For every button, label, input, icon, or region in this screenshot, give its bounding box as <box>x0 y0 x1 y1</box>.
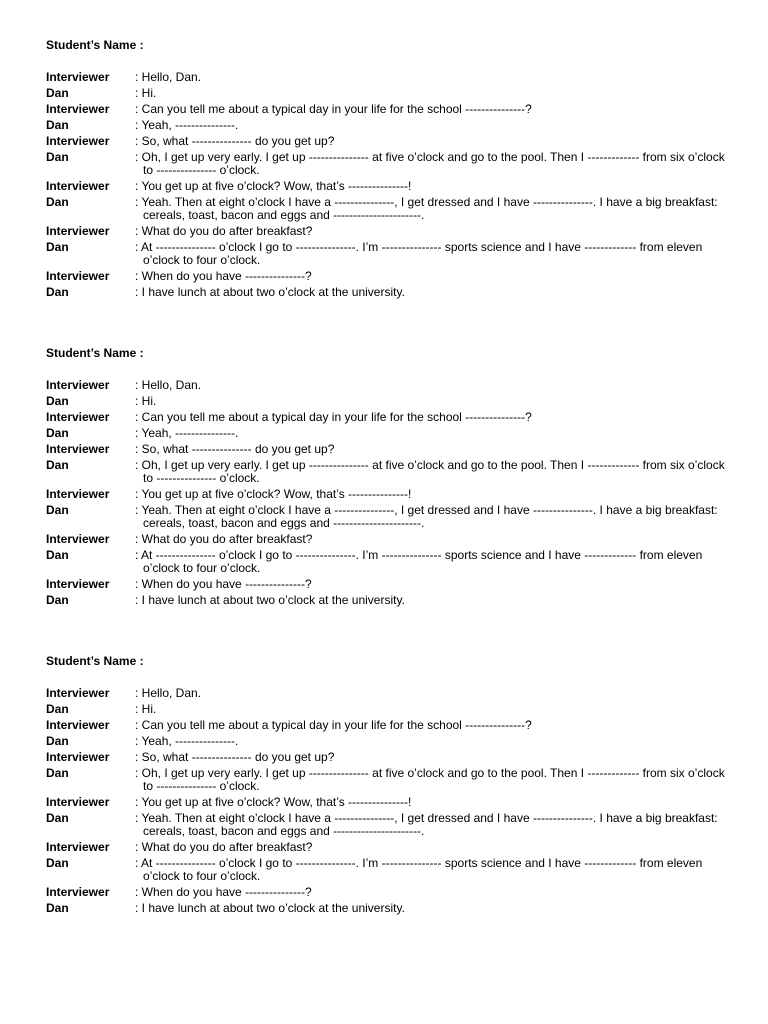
dialogue-line: : What do you do after breakfast? <box>135 840 313 854</box>
speaker-label: Dan <box>46 548 69 562</box>
dialogue-row <box>46 151 736 177</box>
speaker-label: Interviewer <box>46 795 110 809</box>
dialogue-row <box>46 735 736 748</box>
dialogue-line: : Yeah, ---------------. <box>135 734 239 748</box>
dialogue-line: : Yeah. Then at eight o’clock I have a ---------------, I get dressed and I have ---------------. I have a big breakfast: cereals, toast, bacon and eggs and ----------------------. <box>135 503 718 530</box>
dialogue <box>46 379 736 610</box>
speaker-label: Dan <box>46 734 69 748</box>
student-name-label: Student’s Name : <box>46 346 144 360</box>
dialogue-line: : Oh, I get up very early. I get up --------------- at five o’clock and go to the pool. Then I ------------- from six o’clock to --------------- o’clock. <box>135 766 725 793</box>
dialogue-row <box>46 180 736 193</box>
speaker-label: Dan <box>46 195 69 209</box>
dialogue-row <box>46 135 736 148</box>
dialogue-row <box>46 87 736 100</box>
dialogue-row <box>46 459 736 485</box>
dialogue-row <box>46 241 736 267</box>
student-name-label: Student’s Name : <box>46 654 144 668</box>
dialogue-line: : Can you tell me about a typical day in your life for the school ---------------? <box>135 718 532 732</box>
dialogue-row <box>46 886 736 899</box>
dialogue-line: : You get up at five o’clock? Wow, that’s ---------------! <box>135 179 412 193</box>
speaker-label: Interviewer <box>46 224 110 238</box>
speaker-label: Interviewer <box>46 70 110 84</box>
worksheet-block-3 <box>46 654 736 915</box>
dialogue-line: : Oh, I get up very early. I get up --------------- at five o’clock and go to the pool. Then I ------------- from six o’clock to --------------- o’clock. <box>135 458 725 485</box>
speaker-label: Dan <box>46 86 69 100</box>
dialogue-line: : Hello, Dan. <box>135 686 202 700</box>
dialogue-line: : What do you do after breakfast? <box>135 224 313 238</box>
speaker-label: Interviewer <box>46 686 110 700</box>
dialogue-row <box>46 796 736 809</box>
dialogue-row <box>46 443 736 456</box>
dialogue-line: : Hi. <box>135 702 157 716</box>
speaker-label: Dan <box>46 426 69 440</box>
dialogue-line: : Oh, I get up very early. I get up --------------- at five o’clock and go to the pool. Then I ------------- from six o’clock to --------------- o’clock. <box>135 150 725 177</box>
speaker-label: Interviewer <box>46 750 110 764</box>
dialogue-row <box>46 902 736 915</box>
dialogue-row <box>46 225 736 238</box>
dialogue-row <box>46 196 736 222</box>
dialogue-line: : At --------------- o’clock I go to ---------------. I’m --------------- sports science and I have ------------- from eleven o’clock to four o’clock. <box>135 548 703 575</box>
dialogue-row <box>46 719 736 732</box>
speaker-label: Interviewer <box>46 410 110 424</box>
dialogue-line: : So, what --------------- do you get up? <box>135 134 335 148</box>
dialogue-line: : When do you have ---------------? <box>135 269 312 283</box>
speaker-label: Interviewer <box>46 269 110 283</box>
speaker-label: Interviewer <box>46 718 110 732</box>
dialogue-line: : When do you have ---------------? <box>135 885 312 899</box>
dialogue-row <box>46 857 736 883</box>
speaker-label: Interviewer <box>46 102 110 116</box>
speaker-label: Dan <box>46 118 69 132</box>
worksheet-block-2 <box>46 346 736 607</box>
speaker-label: Dan <box>46 503 69 517</box>
dialogue <box>46 687 736 918</box>
dialogue-row <box>46 703 736 716</box>
speaker-label: Dan <box>46 593 69 607</box>
dialogue-line: : Yeah. Then at eight o’clock I have a ---------------, I get dressed and I have ---------------. I have a big breakfast: cereals, toast, bacon and eggs and ----------------------. <box>135 195 718 222</box>
dialogue-line: : You get up at five o’clock? Wow, that’s ---------------! <box>135 487 412 501</box>
speaker-label: Dan <box>46 394 69 408</box>
student-name-label: Student’s Name : <box>46 38 144 52</box>
dialogue-line: : I have lunch at about two o’clock at the university. <box>135 593 405 607</box>
dialogue-line: : Can you tell me about a typical day in your life for the school ---------------? <box>135 410 532 424</box>
speaker-label: Interviewer <box>46 577 110 591</box>
dialogue-line: : So, what --------------- do you get up? <box>135 750 335 764</box>
dialogue-line: : At --------------- o’clock I go to ---------------. I’m --------------- sports science and I have ------------- from eleven o’clock to four o’clock. <box>135 856 703 883</box>
dialogue-row <box>46 427 736 440</box>
dialogue-line: : Yeah. Then at eight o’clock I have a ---------------, I get dressed and I have ---------------. I have a big breakfast: cereals, toast, bacon and eggs and ----------------------. <box>135 811 718 838</box>
speaker-label: Dan <box>46 240 69 254</box>
dialogue-row <box>46 286 736 299</box>
dialogue-row <box>46 687 736 700</box>
dialogue-row <box>46 751 736 764</box>
dialogue-line: : You get up at five o’clock? Wow, that’s ---------------! <box>135 795 412 809</box>
speaker-label: Dan <box>46 901 69 915</box>
dialogue-line: : I have lunch at about two o’clock at the university. <box>135 285 405 299</box>
dialogue-row <box>46 379 736 392</box>
speaker-label: Interviewer <box>46 179 110 193</box>
dialogue-line: : Can you tell me about a typical day in your life for the school ---------------? <box>135 102 532 116</box>
dialogue-row <box>46 578 736 591</box>
speaker-label: Interviewer <box>46 532 110 546</box>
speaker-label: Interviewer <box>46 487 110 501</box>
dialogue-line: : When do you have ---------------? <box>135 577 312 591</box>
speaker-label: Dan <box>46 856 69 870</box>
speaker-label: Interviewer <box>46 840 110 854</box>
speaker-label: Interviewer <box>46 442 110 456</box>
dialogue-line: : What do you do after breakfast? <box>135 532 313 546</box>
dialogue-line: : Hello, Dan. <box>135 70 202 84</box>
dialogue-row <box>46 488 736 501</box>
dialogue-row <box>46 119 736 132</box>
worksheet-block-1 <box>46 38 736 299</box>
dialogue-row <box>46 841 736 854</box>
dialogue-row <box>46 103 736 116</box>
dialogue-row <box>46 504 736 530</box>
dialogue-line: : At --------------- o’clock I go to ---------------. I’m --------------- sports science and I have ------------- from eleven o’clock to four o’clock. <box>135 240 703 267</box>
speaker-label: Dan <box>46 702 69 716</box>
speaker-label: Dan <box>46 811 69 825</box>
speaker-label: Interviewer <box>46 885 110 899</box>
dialogue-line: : Hi. <box>135 86 157 100</box>
dialogue-row <box>46 270 736 283</box>
speaker-label: Dan <box>46 285 69 299</box>
dialogue <box>46 71 736 302</box>
dialogue-line: : Hello, Dan. <box>135 378 202 392</box>
dialogue-row <box>46 594 736 607</box>
dialogue-row <box>46 812 736 838</box>
dialogue-line: : Yeah, ---------------. <box>135 118 239 132</box>
speaker-label: Dan <box>46 150 69 164</box>
dialogue-line: : I have lunch at about two o’clock at the university. <box>135 901 405 915</box>
speaker-label: Dan <box>46 458 69 472</box>
speaker-label: Interviewer <box>46 378 110 392</box>
dialogue-line: : Hi. <box>135 394 157 408</box>
speaker-label: Dan <box>46 766 69 780</box>
dialogue-row <box>46 549 736 575</box>
speaker-label: Interviewer <box>46 134 110 148</box>
dialogue-row <box>46 533 736 546</box>
dialogue-row <box>46 395 736 408</box>
dialogue-row <box>46 767 736 793</box>
dialogue-row <box>46 411 736 424</box>
dialogue-line: : So, what --------------- do you get up? <box>135 442 335 456</box>
dialogue-line: : Yeah, ---------------. <box>135 426 239 440</box>
dialogue-row <box>46 71 736 84</box>
